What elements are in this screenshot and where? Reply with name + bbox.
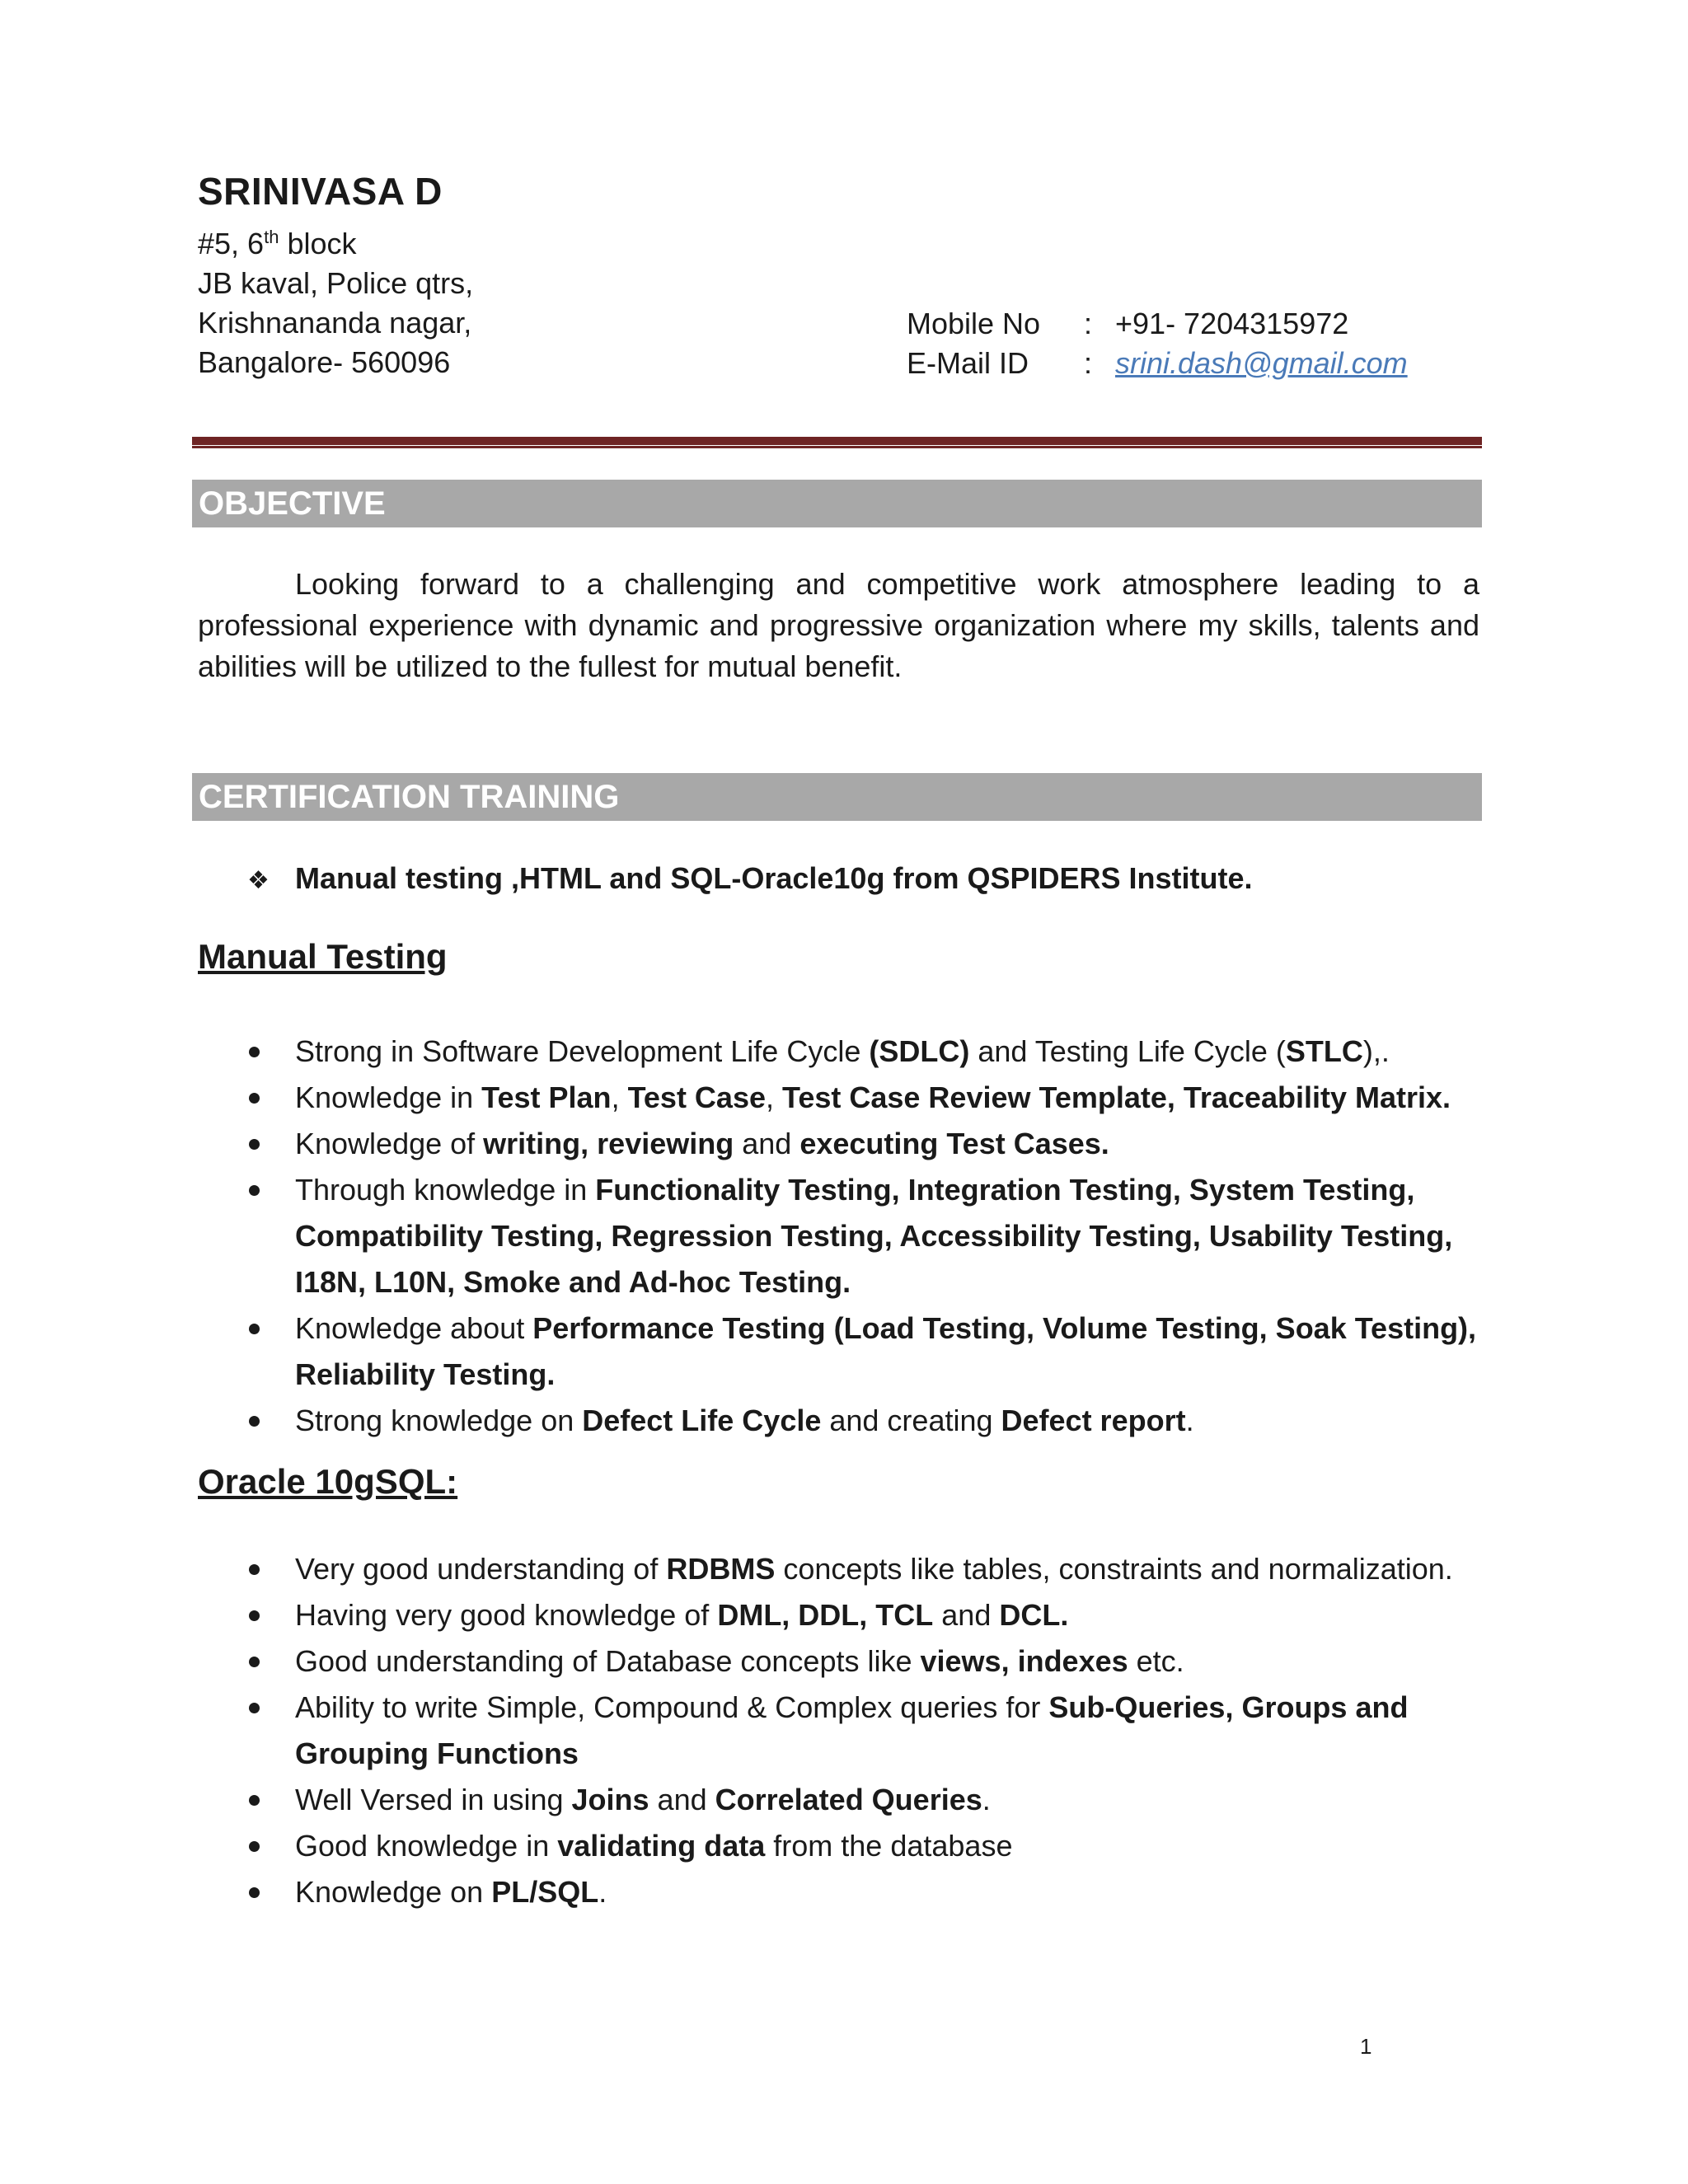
page-number: 1	[1360, 2034, 1372, 2059]
mobile-value: +91- 7204315972	[1115, 307, 1349, 340]
address-line-1-prefix: #5, 6	[198, 227, 265, 260]
bullet-icon	[249, 1324, 260, 1334]
header-divider-thick	[192, 437, 1482, 445]
objective-text: Looking forward to a challenging and competitive work atmosphere leading to a professional experience with dynamic and progressive organization where my skills, talents and abilities will be utilized to the fullest for mutual benefit.	[198, 567, 1479, 683]
list-item-bold-text: (SDLC)	[869, 1034, 970, 1068]
mobile-label: Mobile No	[907, 307, 1041, 340]
list-item-text: ,	[766, 1080, 783, 1114]
list-item-bold-text: Test Case Review Template, Traceability Matrix.	[782, 1080, 1451, 1114]
bullet-icon	[249, 1841, 260, 1852]
list-item-text: .	[982, 1783, 991, 1816]
mobile-separator: :	[1084, 307, 1093, 340]
list-item-text: Having very good knowledge of	[295, 1598, 718, 1632]
list-item-bold-text: DML, DDL, TCL	[717, 1598, 934, 1632]
list-item-bold-text: STLC	[1285, 1034, 1363, 1068]
list-item	[198, 1777, 1492, 1823]
list-item-text: and Testing Life Cycle (	[969, 1034, 1286, 1068]
list-item-text: concepts like tables, constraints and normalization.	[775, 1552, 1453, 1586]
list-item-bold-text: writing, reviewing	[483, 1127, 734, 1160]
list-item	[198, 1546, 1492, 1592]
oracle-list	[198, 1546, 1492, 1915]
list-item-text: Well Versed in using	[295, 1783, 572, 1816]
list-item-bold-text: Correlated Queries	[715, 1783, 982, 1816]
list-item-text: .	[1185, 1404, 1194, 1437]
list-item-text: from the database	[765, 1829, 1013, 1863]
list-item-text: Strong in Software Development Life Cycle	[295, 1034, 870, 1068]
certification-heading: CERTIFICATION TRAINING	[192, 773, 1482, 821]
list-item-text: Through knowledge in	[295, 1173, 596, 1207]
email-link[interactable]: srini.dash@gmail.com	[1115, 346, 1408, 380]
address-line-1	[198, 224, 356, 264]
email-label: E-Mail ID	[907, 346, 1029, 380]
address-line-2: JB kaval, Police qtrs,	[198, 266, 474, 300]
address-line-1-suffix: block	[279, 227, 357, 260]
address-line-1-sup: th	[264, 227, 279, 247]
list-item-text: Ability to write Simple, Compound & Complex queries for	[295, 1690, 1049, 1724]
list-item-text: .	[598, 1875, 607, 1909]
header-divider-thin	[192, 446, 1482, 448]
list-item-bold-text: Test Case	[627, 1080, 766, 1114]
list-item	[198, 1398, 1492, 1444]
list-item	[198, 1592, 1492, 1638]
manual-testing-heading: Manual Testing	[198, 937, 448, 976]
candidate-name: SRINIVASA D	[198, 170, 443, 213]
list-item-text: and	[933, 1598, 1000, 1632]
list-item-text: Good knowledge in	[295, 1829, 558, 1863]
list-item	[198, 1029, 1492, 1075]
bullet-icon	[249, 1047, 260, 1057]
list-item-bold-text: Functionality Testing, Integration Testing, System Testing, Compatibility Testing, Regression Testing, Accessibility Testing, Usability Testing, I18N, L10N, Smoke and Ad-hoc Testing.	[295, 1173, 1453, 1299]
list-item-text: Knowledge in	[295, 1080, 482, 1114]
list-item-text: Good understanding of Database concepts like	[295, 1644, 921, 1678]
list-item-bold-text: validating data	[557, 1829, 766, 1863]
mobile-row	[907, 307, 1348, 341]
bullet-icon	[249, 1416, 260, 1427]
list-item-bold-text: views, indexes	[920, 1644, 1128, 1678]
bullet-icon	[249, 1564, 260, 1575]
email-separator: :	[1084, 346, 1093, 380]
list-item-bold-text: Performance Testing (Load Testing, Volume Testing, Soak Testing), Reliability Testing.	[295, 1311, 1477, 1391]
manual-testing-list	[198, 1029, 1492, 1444]
list-item-bold-text: DCL.	[999, 1598, 1069, 1632]
list-item	[198, 1121, 1492, 1167]
bullet-icon	[249, 1795, 260, 1806]
email-row	[907, 346, 1408, 381]
list-item	[198, 1685, 1492, 1777]
list-item	[198, 1167, 1492, 1305]
list-item-text: Knowledge of	[295, 1127, 484, 1160]
list-item	[198, 1869, 1492, 1915]
list-item-bold-text: Defect report	[1001, 1404, 1186, 1437]
bullet-icon	[249, 1185, 260, 1196]
list-item-text: and	[649, 1783, 715, 1816]
list-item-text: and creating	[821, 1404, 1001, 1437]
list-item-text: etc.	[1128, 1644, 1184, 1678]
list-item	[198, 1638, 1492, 1685]
bullet-icon	[249, 1887, 260, 1898]
list-item-text: Strong knowledge on	[295, 1404, 583, 1437]
list-item-bold-text: executing Test Cases.	[799, 1127, 1109, 1160]
list-item-bold-text: Test Plan	[481, 1080, 612, 1114]
list-item-text: Very good understanding of	[295, 1552, 667, 1586]
diamond-bullet-icon: ❖	[247, 867, 270, 894]
list-item-bold-text: RDBMS	[666, 1552, 776, 1586]
list-item	[198, 1823, 1492, 1869]
certification-text: Manual testing ,HTML and SQL-Oracle10g from QSPIDERS Institute.	[295, 861, 1253, 895]
list-item-text: ,	[611, 1080, 628, 1114]
list-item-text: and	[734, 1127, 800, 1160]
list-item	[198, 1075, 1492, 1121]
list-item-bold-text: Defect Life Cycle	[582, 1404, 822, 1437]
list-item-bold-text: PL/SQL	[491, 1875, 599, 1909]
certification-item	[247, 861, 1253, 896]
bullet-icon	[249, 1657, 260, 1667]
list-item	[198, 1305, 1492, 1398]
list-item-bold-text: Sub-Queries, Groups and Grouping Functions	[295, 1690, 1409, 1770]
bullet-icon	[249, 1610, 260, 1621]
list-item-text: Knowledge on	[295, 1875, 492, 1909]
address-line-3: Krishnananda nagar,	[198, 306, 472, 340]
address-line-4: Bangalore- 560096	[198, 345, 451, 379]
list-item-text: Knowledge about	[295, 1311, 533, 1345]
objective-heading: OBJECTIVE	[192, 480, 1482, 527]
bullet-icon	[249, 1139, 260, 1150]
bullet-icon	[249, 1703, 260, 1713]
bullet-icon	[249, 1093, 260, 1104]
list-item-bold-text: Joins	[571, 1783, 649, 1816]
oracle-heading: Oracle 10gSQL:	[198, 1462, 458, 1501]
list-item-text: ),.	[1362, 1034, 1390, 1068]
